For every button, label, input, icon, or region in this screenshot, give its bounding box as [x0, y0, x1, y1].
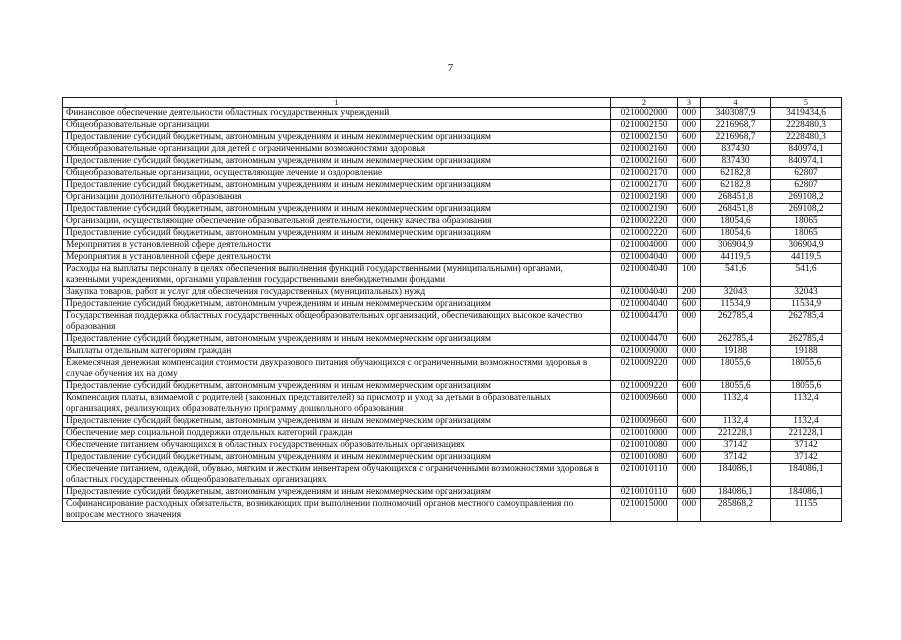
row-amount-1-cell: 18054,6 [701, 228, 771, 240]
row-type-cell: 000 [678, 192, 701, 204]
row-name-cell: Предоставление субсидий бюджетным, автономным учреждениям и иным некоммерческим организациям [63, 416, 611, 428]
table-row [63, 299, 842, 311]
row-type-cell: 600 [678, 452, 701, 464]
header-cell-amount-2: 5 [771, 98, 842, 108]
row-name-cell: Софинансирование расходных обязательств, возникающих при выполнении полномочий органов местного самоуправления по вопросам местного значения [63, 499, 611, 522]
row-amount-1-cell: 262785,4 [701, 334, 771, 346]
row-name-cell: Обеспечение питанием, одеждой, обувью, мягким и жестким инвентарем обучающихся с ограниченными возможностями здоровья в областных государственных общеобразовательных организациях [63, 464, 611, 487]
row-amount-2-cell: 44119,5 [771, 252, 842, 264]
row-name-cell: Расходы на выплаты персоналу в целях обеспечения выполнения функций государственными (муниципальными) органами, казенными учреждениями, органами управления государственными внебюджетными фондами [63, 264, 611, 287]
row-amount-1-cell: 268451,8 [701, 192, 771, 204]
row-name-cell: Государственная поддержка областных государственных общеобразовательных организаций, обеспечивающих высокое качество образования [63, 311, 611, 334]
row-amount-1-cell: 262785,4 [701, 311, 771, 334]
table-row [63, 132, 842, 144]
table-row [63, 108, 842, 120]
row-code-cell: 0210010110 [611, 487, 678, 499]
row-amount-2-cell: 184086,1 [771, 464, 842, 487]
row-name-cell: Общеобразовательные организации для детей с ограниченными возможностями здоровья [63, 144, 611, 156]
row-type-cell: 100 [678, 264, 701, 287]
row-type-cell: 600 [678, 487, 701, 499]
row-type-cell: 600 [678, 180, 701, 192]
row-amount-2-cell: 840974,1 [771, 144, 842, 156]
row-type-cell: 000 [678, 358, 701, 381]
row-code-cell: 0210002190 [611, 204, 678, 216]
row-name-cell: Обеспечение питанием обучающихся в областных государственных образовательных организациях [63, 440, 611, 452]
table-row [63, 499, 842, 522]
row-amount-1-cell: 32043 [701, 287, 771, 299]
row-code-cell: 0210002160 [611, 156, 678, 168]
row-type-cell: 600 [678, 299, 701, 311]
row-code-cell: 0210002220 [611, 228, 678, 240]
table-header-row [63, 98, 842, 108]
row-amount-2-cell: 18065 [771, 228, 842, 240]
row-name-cell: Общеобразовательные организации, осуществляющие лечение и оздоровление [63, 168, 611, 180]
table-row [63, 487, 842, 499]
row-type-cell: 600 [678, 156, 701, 168]
table-row [63, 216, 842, 228]
row-name-cell: Компенсация платы, взимаемой с родителей (законных представителей) за присмотр и уход за детьми в образовательных организациях, реализующих образовательную программу дошкольного образования [63, 393, 611, 416]
row-type-cell: 600 [678, 228, 701, 240]
row-amount-2-cell: 19188 [771, 346, 842, 358]
row-type-cell: 000 [678, 428, 701, 440]
row-amount-2-cell: 1132,4 [771, 416, 842, 428]
table-row [63, 287, 842, 299]
row-type-cell: 000 [678, 168, 701, 180]
row-name-cell: Предоставление субсидий бюджетным, автономным учреждениям и иным некоммерческим организациям [63, 180, 611, 192]
row-amount-1-cell: 19188 [701, 346, 771, 358]
row-code-cell: 0210002150 [611, 132, 678, 144]
row-type-cell: 000 [678, 440, 701, 452]
table-row [63, 264, 842, 287]
row-amount-2-cell: 262785,4 [771, 334, 842, 346]
row-code-cell: 0210004040 [611, 287, 678, 299]
row-code-cell: 0210002000 [611, 108, 678, 120]
row-amount-1-cell: 62182,8 [701, 180, 771, 192]
row-type-cell: 000 [678, 144, 701, 156]
row-name-cell: Предоставление субсидий бюджетным, автономным учреждениям и иным некоммерческим организациям [63, 381, 611, 393]
row-amount-2-cell: 2228480,3 [771, 132, 842, 144]
row-type-cell: 000 [678, 464, 701, 487]
row-amount-2-cell: 184086,1 [771, 487, 842, 499]
table-row [63, 156, 842, 168]
row-name-cell: Предоставление субсидий бюджетным, автономным учреждениям и иным некоммерческим организациям [63, 132, 611, 144]
row-name-cell: Выплаты отдельным категориям граждан [63, 346, 611, 358]
row-code-cell: 0210010080 [611, 440, 678, 452]
row-type-cell: 000 [678, 120, 701, 132]
row-code-cell: 0210004000 [611, 240, 678, 252]
table-row [63, 180, 842, 192]
row-amount-1-cell: 37142 [701, 440, 771, 452]
row-amount-1-cell: 11534,9 [701, 299, 771, 311]
row-amount-1-cell: 1132,4 [701, 393, 771, 416]
row-amount-1-cell: 37142 [701, 452, 771, 464]
row-name-cell: Общеобразовательные организации [63, 120, 611, 132]
budget-table [62, 97, 842, 522]
row-amount-2-cell: 2228480,3 [771, 120, 842, 132]
table-row [63, 393, 842, 416]
row-name-cell: Организации дополнительного образования [63, 192, 611, 204]
row-code-cell: 0210002150 [611, 120, 678, 132]
row-amount-1-cell: 184086,1 [701, 464, 771, 487]
row-type-cell: 600 [678, 334, 701, 346]
row-name-cell: Мероприятия в установленной сфере деятельности [63, 252, 611, 264]
row-type-cell: 000 [678, 311, 701, 334]
row-name-cell: Предоставление субсидий бюджетным, автономным учреждениям и иным некоммерческим организациям [63, 204, 611, 216]
row-amount-1-cell: 837430 [701, 144, 771, 156]
row-type-cell: 000 [678, 393, 701, 416]
table-row [63, 346, 842, 358]
row-code-cell: 0210009220 [611, 358, 678, 381]
row-code-cell: 0210010080 [611, 452, 678, 464]
row-type-cell: 600 [678, 416, 701, 428]
row-code-cell: 0210004470 [611, 334, 678, 346]
row-code-cell: 0210004040 [611, 299, 678, 311]
table-row [63, 252, 842, 264]
row-amount-1-cell: 62182,8 [701, 168, 771, 180]
table-row [63, 416, 842, 428]
table-row [63, 192, 842, 204]
header-cell-amount-1: 4 [701, 98, 771, 108]
table-row [63, 240, 842, 252]
row-amount-2-cell: 18055,6 [771, 358, 842, 381]
row-amount-1-cell: 2216968,7 [701, 120, 771, 132]
row-type-cell: 600 [678, 204, 701, 216]
row-type-cell: 000 [678, 108, 701, 120]
row-amount-2-cell: 37142 [771, 440, 842, 452]
row-type-cell: 000 [678, 216, 701, 228]
row-amount-2-cell: 541,6 [771, 264, 842, 287]
row-type-cell: 000 [678, 240, 701, 252]
row-name-cell: Финансовое обеспечение деятельности областных государственных учреждений [63, 108, 611, 120]
row-code-cell: 0210002170 [611, 168, 678, 180]
row-amount-1-cell: 3403087,9 [701, 108, 771, 120]
row-code-cell: 0210010000 [611, 428, 678, 440]
row-name-cell: Обеспечение мер социальной поддержки отдельных категорий граждан [63, 428, 611, 440]
row-name-cell: Предоставление субсидий бюджетным, автономным учреждениям и иным некоммерческим организациям [63, 156, 611, 168]
table-row [63, 452, 842, 464]
table-row [63, 228, 842, 240]
row-name-cell: Предоставление субсидий бюджетным, автономным учреждениям и иным некоммерческим организациям [63, 334, 611, 346]
row-amount-2-cell: 18055,6 [771, 381, 842, 393]
table-row [63, 381, 842, 393]
table-row [63, 168, 842, 180]
table-row [63, 120, 842, 132]
row-amount-2-cell: 269108,2 [771, 204, 842, 216]
row-name-cell: Предоставление субсидий бюджетным, автономным учреждениям и иным некоммерческим организациям [63, 452, 611, 464]
row-code-cell: 0210004040 [611, 252, 678, 264]
row-name-cell: Предоставление субсидий бюджетным, автономным учреждениям и иным некоммерческим организациям [63, 228, 611, 240]
row-name-cell: Предоставление субсидий бюджетным, автономным учреждениям и иным некоммерческим организациям [63, 487, 611, 499]
table-row [63, 464, 842, 487]
row-amount-1-cell: 306904,9 [701, 240, 771, 252]
row-amount-2-cell: 3419434,6 [771, 108, 842, 120]
row-code-cell: 0210004040 [611, 264, 678, 287]
row-code-cell: 0210010110 [611, 464, 678, 487]
table-row [63, 334, 842, 346]
header-cell-code: 2 [611, 98, 678, 108]
row-amount-1-cell: 268451,8 [701, 204, 771, 216]
row-amount-2-cell: 262785,4 [771, 311, 842, 334]
row-amount-2-cell: 269108,2 [771, 192, 842, 204]
row-amount-2-cell: 62807 [771, 168, 842, 180]
row-code-cell: 0210002160 [611, 144, 678, 156]
row-code-cell: 0210002220 [611, 216, 678, 228]
row-amount-1-cell: 2216968,7 [701, 132, 771, 144]
row-code-cell: 0210009660 [611, 416, 678, 428]
row-amount-2-cell: 11155 [771, 499, 842, 522]
row-amount-1-cell: 541,6 [701, 264, 771, 287]
table-row [63, 144, 842, 156]
row-code-cell: 0210015000 [611, 499, 678, 522]
table-row [63, 204, 842, 216]
row-amount-2-cell: 18065 [771, 216, 842, 228]
row-name-cell: Предоставление субсидий бюджетным, автономным учреждениям и иным некоммерческим организациям [63, 299, 611, 311]
row-amount-2-cell: 1132,4 [771, 393, 842, 416]
row-type-cell: 600 [678, 132, 701, 144]
row-amount-2-cell: 32043 [771, 287, 842, 299]
row-amount-2-cell: 840974,1 [771, 156, 842, 168]
header-cell-type: 3 [678, 98, 701, 108]
row-code-cell: 0210002170 [611, 180, 678, 192]
table-row [63, 428, 842, 440]
row-amount-1-cell: 18054,6 [701, 216, 771, 228]
row-name-cell: Ежемесячная денежная компенсация стоимости двухразового питания обучающихся с ограниченными возможностями здоровья в случае обучения их на дому [63, 358, 611, 381]
row-type-cell: 000 [678, 499, 701, 522]
row-code-cell: 0210009000 [611, 346, 678, 358]
table-row [63, 440, 842, 452]
table-row [63, 311, 842, 334]
row-amount-1-cell: 44119,5 [701, 252, 771, 264]
row-amount-2-cell: 306904,9 [771, 240, 842, 252]
row-name-cell: Организации, осуществляющие обеспечение образовательной деятельности, оценку качества образования [63, 216, 611, 228]
row-amount-2-cell: 62807 [771, 180, 842, 192]
row-amount-1-cell: 837430 [701, 156, 771, 168]
row-amount-2-cell: 221228,1 [771, 428, 842, 440]
row-amount-1-cell: 18055,6 [701, 358, 771, 381]
row-amount-2-cell: 11534,9 [771, 299, 842, 311]
header-cell-name: 1 [63, 98, 611, 108]
page-number: 7 [447, 62, 454, 74]
row-amount-2-cell: 37142 [771, 452, 842, 464]
row-name-cell: Закупка товаров, работ и услуг для обеспечения государственных (муниципальных) нужд [63, 287, 611, 299]
row-code-cell: 0210002190 [611, 192, 678, 204]
row-type-cell: 600 [678, 381, 701, 393]
row-type-cell: 200 [678, 287, 701, 299]
row-amount-1-cell: 221228,1 [701, 428, 771, 440]
row-code-cell: 0210009660 [611, 393, 678, 416]
row-amount-1-cell: 184086,1 [701, 487, 771, 499]
row-code-cell: 0210009220 [611, 381, 678, 393]
table-row [63, 358, 842, 381]
row-amount-1-cell: 1132,4 [701, 416, 771, 428]
row-amount-1-cell: 285868,2 [701, 499, 771, 522]
row-type-cell: 000 [678, 346, 701, 358]
row-amount-1-cell: 18055,6 [701, 381, 771, 393]
row-code-cell: 0210004470 [611, 311, 678, 334]
row-name-cell: Мероприятия в установленной сфере деятельности [63, 240, 611, 252]
row-type-cell: 000 [678, 252, 701, 264]
